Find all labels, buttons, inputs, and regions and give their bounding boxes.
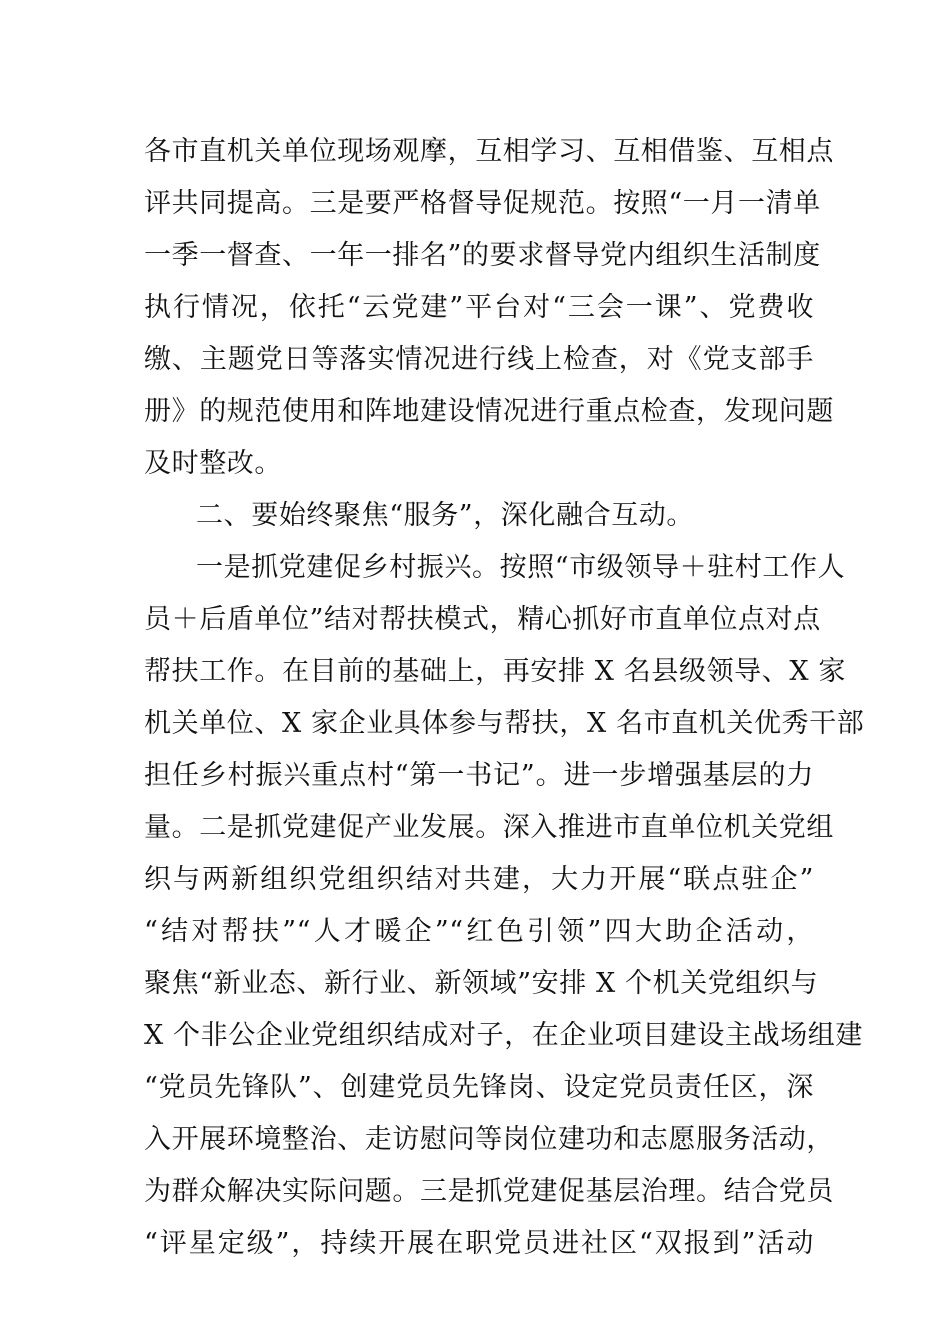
- body-text-line: 入开展环境整治、走访慰问等岗位建功和志愿服务活动，: [144, 1124, 834, 1155]
- body-text-line: 缴、主题党日等落实情况进行线上检查，对《党支部手: [144, 344, 814, 375]
- body-text-line: 员＋后盾单位”结对帮扶模式，精心抓好市直单位点对点: [144, 604, 821, 635]
- body-text-line: 册》的规范使用和阵地建设情况进行重点检查，发现问题: [144, 396, 834, 427]
- body-text-line: 及时整改。: [144, 448, 282, 479]
- body-text-line: “结对帮扶”“人才暖企”“红色引领”四大助企活动，: [144, 916, 814, 947]
- body-text-line: 为群众解决实际问题。三是抓党建促基层治理。结合党员: [144, 1176, 834, 1207]
- body-text-line: “党员先锋队”、创建党员先锋岗、设定党员责任区，深: [144, 1072, 814, 1103]
- body-text-line: 量。二是抓党建促产业发展。深入推进市直单位机关党组: [144, 812, 834, 843]
- body-text-line: 评共同提高。三是要严格督导促规范。按照“一月一清单: [144, 188, 821, 219]
- body-text-line: 执行情况，依托“云党建”平台对“三会一课”、党费收: [144, 292, 814, 323]
- body-text-line: 担任乡村振兴重点村“第一书记”。进一步增强基层的力: [144, 760, 814, 791]
- body-text-line: 聚焦“新业态、新行业、新领域”安排 X 个机关党组织与: [144, 968, 819, 999]
- body-text-line: 织与两新组织党组织结对共建，大力开展“联点驻企”: [144, 864, 814, 895]
- body-text-line: 帮扶工作。在目前的基础上，再安排 X 名县级领导、X 家: [144, 656, 846, 687]
- body-text-line: “评星定级”，持续开展在职党员进社区“双报到”活动: [144, 1228, 814, 1259]
- body-text-line: 机关单位、X 家企业具体参与帮扶，X 名市直机关优秀干部: [144, 708, 865, 739]
- body-text-line: X 个非公企业党组织结成对子，在企业项目建设主战场组建: [144, 1020, 864, 1051]
- section-heading: 二、要始终聚焦“服务”，深化融合互动。: [196, 500, 695, 531]
- body-text-line: 各市直机关单位现场观摩，互相学习、互相借鉴、互相点: [144, 136, 834, 167]
- body-text-line: 一季一督查、一年一排名”的要求督导党内组织生活制度: [144, 240, 821, 271]
- body-text-line: 一是抓党建促乡村振兴。按照“市级领导＋驻村工作人: [196, 552, 846, 583]
